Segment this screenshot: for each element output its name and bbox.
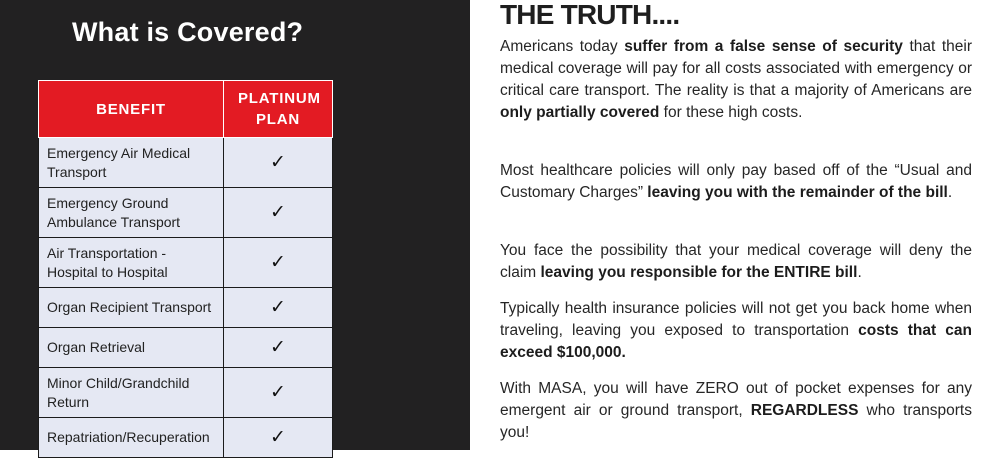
coverage-title: What is Covered? <box>72 17 304 47</box>
table-header-row <box>39 81 333 138</box>
text-run: With MASA, you will have ZERO out of pocket expenses for any emergent air or ground transport, <box>500 380 972 419</box>
coverage-panel <box>0 0 470 450</box>
benefit-cell: Repatriation/Recuperation <box>39 418 224 458</box>
bold-run: suffer from a false sense of security <box>624 38 903 55</box>
table-row <box>39 188 333 238</box>
checkmark-icon: ✓ <box>224 138 333 188</box>
table-row <box>39 238 333 288</box>
paragraph-masa <box>500 378 972 444</box>
text-run: Americans today <box>500 38 625 55</box>
truth-section <box>500 0 974 450</box>
header-benefit: BENEFIT <box>39 81 224 138</box>
bold-run: REGARDLESS <box>750 402 859 419</box>
text-run: You face the possibility that your medical coverage will deny the claim <box>500 242 972 281</box>
text-run: . <box>947 184 953 201</box>
truth-heading: THE TRUTH.... <box>500 0 680 30</box>
bold-run: leaving you with the remainder of the bill <box>647 184 948 201</box>
paragraph-deny-claim <box>500 240 972 284</box>
text-run: Most healthcare policies will only pay based off of the “Usual and Customary Charges” <box>500 162 972 201</box>
checkmark-icon: ✓ <box>224 328 333 368</box>
bold-run: leaving you responsible for the ENTIRE bill <box>540 264 858 281</box>
benefit-cell: Air Transportation - Hospital to Hospital <box>39 238 224 288</box>
header-platinum-plan <box>224 81 333 138</box>
paragraph-false-security <box>500 36 972 124</box>
benefits-table <box>38 80 333 458</box>
benefit-cell: Minor Child/Grandchild Return <box>39 368 224 418</box>
checkmark-icon: ✓ <box>224 288 333 328</box>
checkmark-icon: ✓ <box>224 368 333 418</box>
table-row <box>39 418 333 458</box>
text-run: Typically health insurance policies will not get you back home when traveling, leaving you exposed to transportation <box>500 300 972 339</box>
text-run: who transports you! <box>500 402 972 441</box>
bold-run: only partially covered <box>500 104 660 121</box>
paragraph-usual-customary <box>500 160 972 204</box>
text-run: . <box>857 264 862 281</box>
checkmark-icon: ✓ <box>224 418 333 458</box>
checkmark-icon: ✓ <box>224 238 333 288</box>
benefit-cell: Organ Recipient Transport <box>39 288 224 328</box>
bold-run: costs that can exceed $100,000. <box>500 322 972 361</box>
benefit-cell: Emergency Ground Ambulance Transport <box>39 188 224 238</box>
text-run: that their medical coverage will pay for all costs associated with emergency or critical care transport. The reality is that a majority of Americans are <box>500 38 972 99</box>
benefit-cell: Organ Retrieval <box>39 328 224 368</box>
benefit-cell: Emergency Air Medical Transport <box>39 138 224 188</box>
table-row <box>39 368 333 418</box>
table-row <box>39 328 333 368</box>
table-row <box>39 288 333 328</box>
checkmark-icon: ✓ <box>224 188 333 238</box>
header-platinum-plan-label: PLATINUM PLAN <box>238 90 321 128</box>
table-row <box>39 138 333 188</box>
paragraph-traveling <box>500 298 972 364</box>
text-run: for these high costs. <box>659 104 803 121</box>
